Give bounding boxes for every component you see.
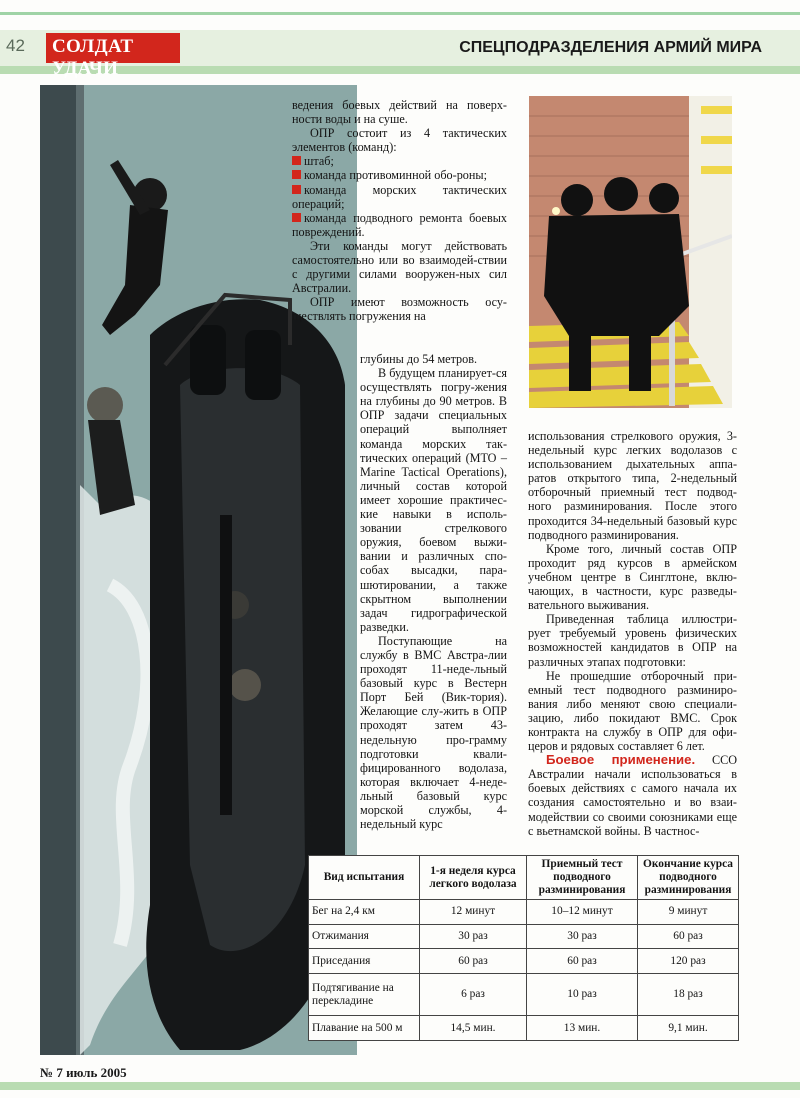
table-cell: 9 минут xyxy=(638,900,739,925)
table-cell: 18 раз xyxy=(638,973,739,1015)
combat-paragraph xyxy=(528,753,737,838)
text-column-1-narrow xyxy=(360,352,507,831)
table-cell: 60 раз xyxy=(638,924,739,949)
paragraph: Поступающие на службу в ВМС Австра-лии проходят 11-неде-льный базовый курс в Вестерн Порт Бей (Вик-тория). Желающие слу-жить в ОПР проходят затем 43-недельную про-грамму подготовки квали-фицированного водолаза, которая включает 4-неде-льный базовый курс морской службы, 4-недельный курс xyxy=(360,633,507,832)
table-cell: Плавание на 500 м xyxy=(309,1016,420,1041)
table-header-cell: Окончание курса подводного разминирования xyxy=(638,856,739,900)
table-cell: 60 раз xyxy=(527,949,638,974)
page-number: 42 xyxy=(6,36,25,55)
paragraph: В будущем планирует-ся осуществлять погру-жения на глубины до 90 метров. В ОПР задачи специальных операций выполняет команда морских так-тических операций (MTO – Marine Tactical Operations), личный состав которой имеет хорошие практичес-кие навыки в исполь-зовании стрелкового оружия, боевом выжи-вании и различных спо-собах высадки, пара-шютировании, а также скрытном выполнении задач гидрографической разведки. xyxy=(360,366,507,634)
text-column-2 xyxy=(528,429,737,838)
table-row xyxy=(309,949,739,974)
table-cell: 30 раз xyxy=(420,924,527,949)
section-heading: Боевое применение. xyxy=(546,752,696,768)
magazine-title: СОЛДАТ УДАЧИ xyxy=(52,36,134,79)
table-cell: 120 раз xyxy=(638,949,739,974)
table-header-cell: Приемный тест подводного разминирования xyxy=(527,856,638,900)
table-cell: Бег на 2,4 км xyxy=(309,900,420,925)
table-cell: 10–12 минут xyxy=(527,900,638,925)
red-square-bullet-icon xyxy=(292,170,301,179)
table-header-cell: 1-я неделя курса легкого водолаза xyxy=(420,856,527,900)
table-cell: 10 раз xyxy=(527,973,638,1015)
paragraph: глубины до 54 метров. xyxy=(360,352,478,366)
table-cell: 13 мин. xyxy=(527,1016,638,1041)
photo-stairs-team-art xyxy=(529,96,732,408)
paragraph: ОПР имеют возможность осу-ществлять погружения на xyxy=(292,295,507,324)
bullet-text: команда морских тактических операций; xyxy=(292,182,507,211)
table-cell: 9,1 мин. xyxy=(638,1016,739,1041)
paragraph: Кроме того, личный состав ОПР проходит ряд курсов в армейском учебном центре в Синглтоне, вклю-чающих, в частности, курс разведы-вательного выживания. xyxy=(528,541,737,613)
bullet-text: команда подводного ремонта боевых повреждений. xyxy=(292,210,507,239)
section-rubric: СПЕЦПОДРАЗДЕЛЕНИЯ АРМИЙ МИРА xyxy=(459,39,762,56)
table-row xyxy=(309,973,739,1015)
red-square-bullet-icon xyxy=(292,185,301,194)
bullet-item xyxy=(292,183,507,211)
table-cell: Отжимания xyxy=(309,924,420,949)
footer-divider xyxy=(0,1082,800,1090)
fitness-standards-table xyxy=(308,855,739,1041)
paragraph: ОПР состоит из 4 тактических элементов (команд): xyxy=(292,126,507,155)
bullet-text: штаб; xyxy=(304,154,334,169)
bullet-item xyxy=(292,168,507,182)
paragraph: использования стрелкового оружия, 3-недельный курс легких водолазов с использованием дыхательных аппа-ратов открытого типа, 2-недельный отборочный приемный тест подвод-ного разминирования. После этого проходится 34-недельный базовый курс подводного разминирования. xyxy=(528,429,737,542)
table-cell: Приседания xyxy=(309,949,420,974)
bullet-item xyxy=(292,211,507,239)
combat-text: ССО Австралии начали использоваться в боевых действиях с самого начала их создания самостоятельно и во взаи-модействии со своими союзниками еще с вьетнамской войны. В частнос- xyxy=(528,753,737,838)
red-square-bullet-icon xyxy=(292,213,301,222)
photo-stairs-team xyxy=(529,96,732,408)
issue-date: № 7 июль 2005 xyxy=(40,1065,127,1080)
table-cell: 14,5 мин. xyxy=(420,1016,527,1041)
table-cell: Подтягивание на перекладине xyxy=(309,973,420,1015)
table-header-cell: Вид испытания xyxy=(309,856,420,900)
table-header-row xyxy=(309,856,739,900)
header-top-line xyxy=(0,12,800,15)
table-cell: 6 раз xyxy=(420,973,527,1015)
paragraph: Приведенная таблица иллюстри-рует требуемый уровень физических возможностей кандидатов в ОПР на различных этапах подготовки: xyxy=(528,612,737,669)
text-column-1-top xyxy=(292,98,507,324)
paragraph: Не прошедшие отборочный при-емный тест подводного разминиро-вания либо меняют свою специали-зацию, либо покидают ВМС. Срок контракта на службу в ОПР для офи-церов и рядовых составляет 6 лет. xyxy=(528,668,737,754)
table-row xyxy=(309,900,739,925)
bullet-item xyxy=(292,154,507,168)
paragraph: Эти команды могут действовать самостоятельно или во взаимодей-ствии с другими силами вооружен-ных сил Австралии. xyxy=(292,238,507,296)
bullet-text: команда противоминной обо-роны; xyxy=(304,168,487,183)
table-cell: 60 раз xyxy=(420,949,527,974)
red-square-bullet-icon xyxy=(292,156,301,165)
paragraph: ведения боевых действий на поверх-ности воды и на суше. xyxy=(292,98,507,127)
table-cell: 30 раз xyxy=(527,924,638,949)
table-row xyxy=(309,1016,739,1041)
table-cell: 12 минут xyxy=(420,900,527,925)
table-row xyxy=(309,924,739,949)
